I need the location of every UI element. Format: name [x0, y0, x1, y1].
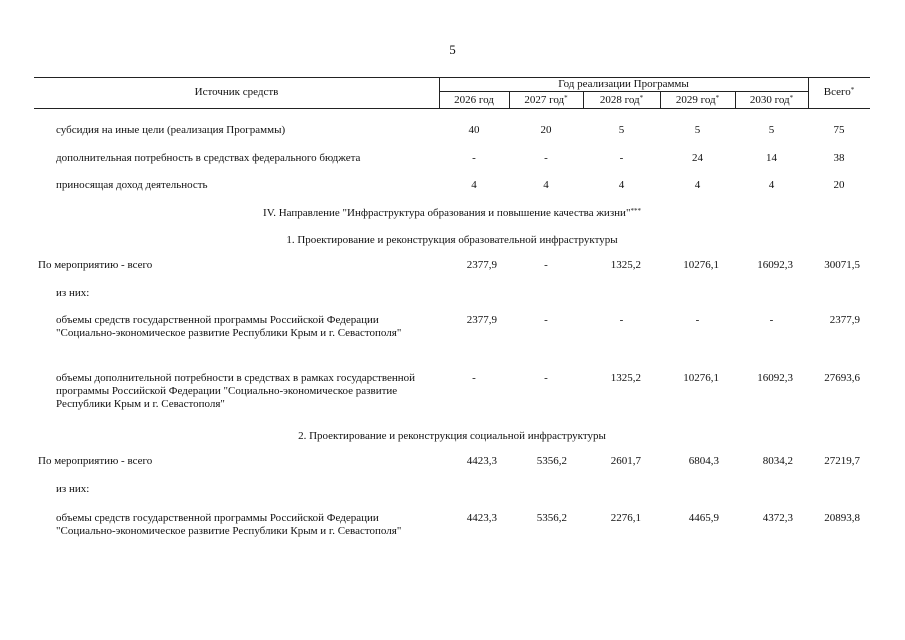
header-year-2027: 2027 год* [524, 94, 568, 106]
cell-2027: 5356,2 [536, 512, 567, 524]
cell-2028: - [619, 152, 624, 164]
year-group-rule [439, 91, 808, 92]
header-year-2028: 2028 год* [599, 94, 644, 106]
subsection-heading: 1. Проектирование и реконструкция образовательной инфраструктуры [286, 234, 618, 246]
row-label: объемы средств государственной программы Российской Федерации "Социально-экономическое развитие Республики Крым и г. Севастополя" [56, 512, 402, 537]
cell-2028: - [619, 314, 624, 326]
cell-2027: - [544, 259, 548, 271]
cell-total: 27693,6 [824, 372, 860, 384]
header-year-2026: 2026 год [454, 94, 494, 106]
page-number: 5 [449, 42, 456, 57]
header-bottom-rule [34, 108, 870, 109]
cell-2027: 4 [543, 179, 549, 191]
cell-total: 30071,5 [824, 259, 860, 271]
row-label: По мероприятию - всего [38, 259, 153, 271]
cell-2029: - [695, 314, 700, 326]
row-label: субсидия на иные цели (реализация Программы) [56, 124, 286, 136]
cell-2026: - [472, 152, 476, 164]
cell-2027: 5356,2 [536, 455, 567, 467]
cell-2027: - [544, 152, 548, 164]
cell-2026: 4423,3 [466, 455, 497, 467]
cell-2028: 4 [618, 179, 625, 191]
header-source: Источник средств [194, 86, 279, 98]
cell-2029: 24 [692, 152, 703, 164]
cell-2027: - [544, 372, 548, 384]
cell-2030: 4 [768, 179, 775, 191]
cell-2030: 14 [766, 152, 777, 164]
cell-2027: - [544, 314, 548, 326]
row-label: По мероприятию - всего [38, 455, 153, 467]
cell-2028: 1325,2 [610, 372, 641, 384]
cell-2030: - [769, 314, 774, 326]
cell-2029: 4 [694, 179, 701, 191]
cell-2028: 2601,7 [610, 455, 641, 467]
cell-total: 20 [833, 179, 845, 191]
cell-2029: 10276,1 [683, 259, 719, 271]
cell-2026: 4423,3 [466, 512, 497, 524]
cell-2026: 40 [468, 124, 480, 136]
row-label: объемы средств государственной программы Российской Федерации "Социально-экономическое развитие Республики Крым и г. Севастополя" [56, 314, 402, 339]
cell-total: 20893,8 [824, 512, 860, 524]
cell-2030: 16092,3 [757, 259, 793, 271]
cell-2026: 4 [471, 179, 477, 191]
header-total: Всего* [823, 86, 855, 98]
cell-2030: 16092,3 [757, 372, 793, 384]
cell-2027: 20 [540, 124, 552, 136]
cell-2029: 6804,3 [688, 455, 719, 467]
cell-2026: 2377,9 [466, 259, 497, 271]
cell-2029: 4465,9 [688, 512, 719, 524]
cell-2030: 5 [768, 124, 775, 136]
row-label: объемы дополнительной потребности в средствах в рамках государственной программы Российской Федерации "Социально-экономическое развитие Республики Крым и г. Севастополя" [56, 372, 415, 410]
cell-2030: 4372,3 [762, 512, 793, 524]
cell-total: 38 [833, 152, 845, 164]
row-label: дополнительная потребность в средствах федерального бюджета [56, 152, 361, 164]
cell-2026: - [472, 372, 476, 384]
cell-2029: 10276,1 [683, 372, 719, 384]
header-year-group: Год реализации Программы [558, 78, 689, 90]
section-heading: IV. Направление "Инфраструктура образования и повышение качества жизни"*** [263, 207, 641, 219]
row-label: приносящая доход деятельность [56, 179, 208, 191]
header-year-2029: 2029 год* [675, 94, 720, 106]
cell-total: 27219,7 [824, 455, 860, 467]
cell-2026: 2377,9 [466, 314, 497, 326]
header-year-2030: 2030 год* [749, 94, 794, 106]
cell-2030: 8034,2 [762, 455, 793, 467]
cell-2029: 5 [694, 124, 701, 136]
cell-2028: 2276,1 [610, 512, 641, 524]
cell-total: 75 [833, 124, 845, 136]
subsection-heading: 2. Проектирование и реконструкция социальной инфраструктуры [298, 430, 606, 442]
cell-total: 2377,9 [829, 314, 860, 326]
row-label: из них: [56, 287, 90, 299]
cell-2028: 5 [618, 124, 625, 136]
row-label: из них: [56, 483, 90, 495]
cell-2028: 1325,2 [610, 259, 641, 271]
